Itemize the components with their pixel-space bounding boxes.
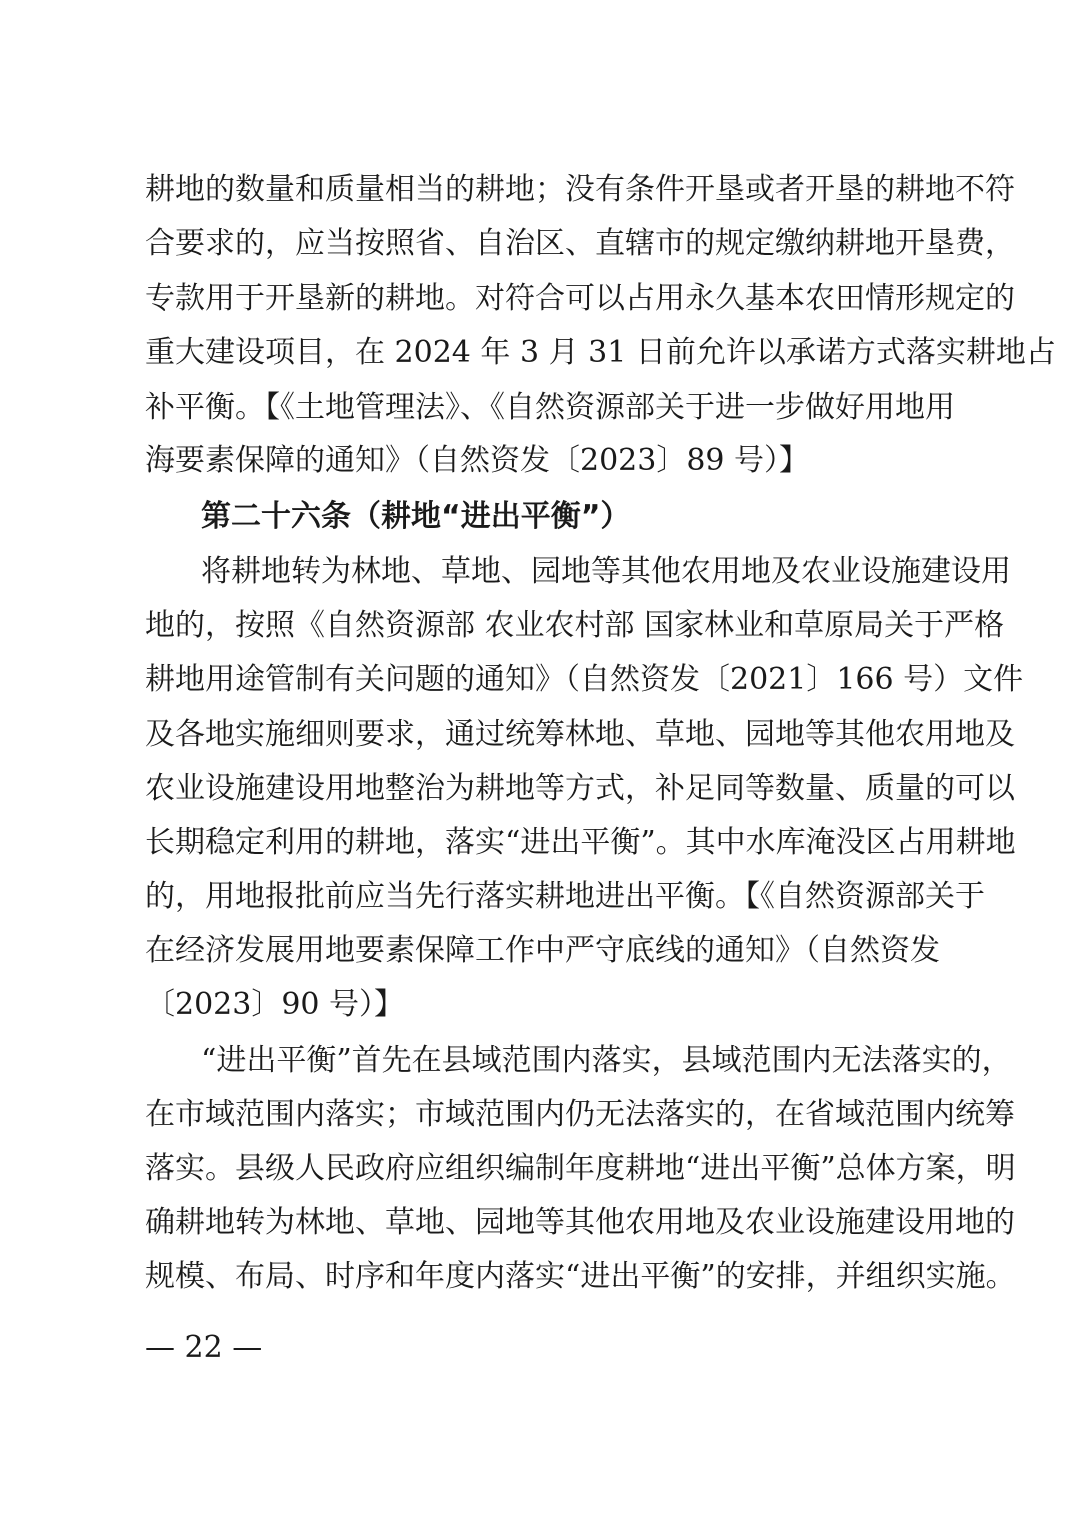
paragraph-2-line-1: 将耕地转为林地、草地、园地等其他农用地及农业设施建设用 bbox=[201, 554, 1011, 589]
paragraph-1-line-1: 耕地的数量和质量相当的耕地；没有条件开垦或者开垦的耕地不符 bbox=[145, 172, 1015, 207]
page-number: — 22 — bbox=[145, 1330, 263, 1365]
paragraph-2-line-7: 的，用地报批前应当先行落实耕地进出平衡。【《自然资源部关于 bbox=[145, 879, 985, 914]
paragraph-3-line-4: 确耕地转为林地、草地、园地等其他农用地及农业设施建设用地的 bbox=[145, 1205, 1015, 1240]
paragraph-3-line-2: 在市域范围内落实；市域范围内仍无法落实的，在省域范围内统筹 bbox=[145, 1097, 1015, 1132]
paragraph-2-line-6: 长期稳定利用的耕地，落实“进出平衡”。其中水库淹没区占用耕地 bbox=[145, 825, 1016, 860]
paragraph-2-line-5: 农业设施建设用地整治为耕地等方式，补足同等数量、质量的可以 bbox=[145, 771, 1015, 806]
paragraph-1-line-3: 专款用于开垦新的耕地。对符合可以占用永久基本农田情形规定的 bbox=[145, 281, 1015, 316]
paragraph-3-line-3: 落实。县级人民政府应组织编制年度耕地“进出平衡”总体方案，明 bbox=[145, 1151, 1016, 1186]
paragraph-2-line-9: 〔2023〕90 号）】 bbox=[145, 987, 405, 1022]
paragraph-2-line-8: 在经济发展用地要素保障工作中严守底线的通知》（自然资发 bbox=[145, 933, 940, 968]
paragraph-1-line-4: 重大建设项目，在 2024 年 3 月 31 日前允许以承诺方式落实耕地占 bbox=[145, 335, 1056, 370]
paragraph-2-line-4: 及各地实施细则要求，通过统筹林地、草地、园地等其他农用地及 bbox=[145, 717, 1015, 752]
paragraph-2-line-2: 地的，按照《自然资源部 农业农村部 国家林业和草原局关于严格 bbox=[145, 608, 1005, 643]
paragraph-1-line-2: 合要求的，应当按照省、自治区、直辖市的规定缴纳耕地开垦费， bbox=[145, 226, 1015, 261]
paragraph-2-line-3: 耕地用途管制有关问题的通知》（自然资发〔2021〕166 号）文件 bbox=[145, 662, 1024, 697]
article-26-heading: 第二十六条（耕地“进出平衡”） bbox=[201, 499, 631, 534]
paragraph-3-line-1: “进出平衡”首先在县域范围内落实，县域范围内无法落实的， bbox=[201, 1043, 1012, 1078]
paragraph-1-line-5: 补平衡。【《土地管理法》、《自然资源部关于进一步做好用地用 bbox=[145, 390, 955, 425]
paragraph-1-line-6: 海要素保障的通知》（自然资发〔2023〕89 号）】 bbox=[145, 443, 810, 478]
paragraph-3-line-5: 规模、布局、时序和年度内落实“进出平衡”的安排，并组织实施。 bbox=[145, 1259, 1016, 1294]
